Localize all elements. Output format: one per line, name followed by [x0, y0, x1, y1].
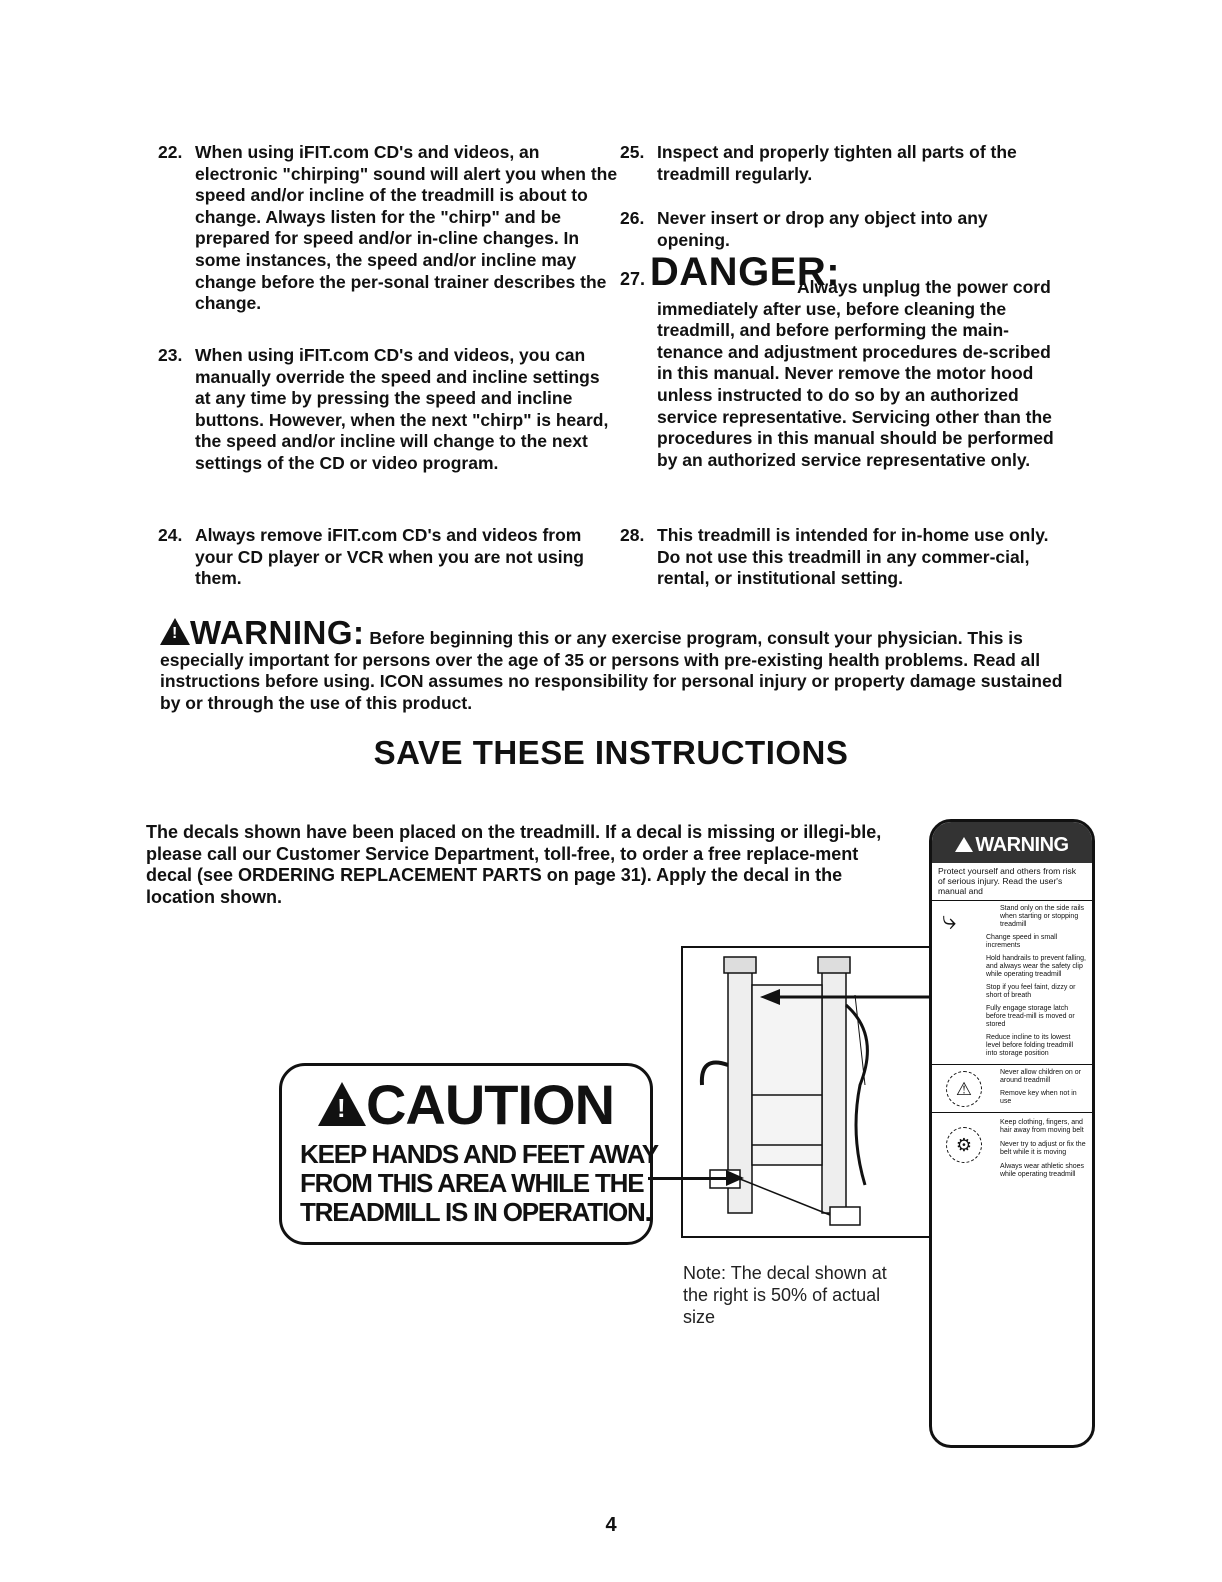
stand-on-rails-icon: ⤷ [942, 905, 957, 935]
warning-text: Before beginning this or any exercise program, consult your physician. This is especially important for persons over the age of 35 or persons with pre-existing health problems. Read all instructions before using. ICON assumes no responsibility for personal injury or property damage sustained by or through the use of this product. [160, 628, 1063, 713]
item-text: When using iFIT.com CD's and videos, an electronic "chirping" sound will alert you when the speed and/or incline of the treadmill is about to change. Always listen for the "chirp" and be prepared for speed and/or in-cline changes. In some instances, the speed and/or incline may change before the per-sonal trainer describes the change. [195, 142, 618, 314]
side-decal-bullet: Reduce incline to its lowest level before folding treadmill into storage position [986, 1034, 1074, 1057]
side-decal-header [932, 822, 1092, 863]
item-text: When using iFIT.com CD's and videos, you can manually override the speed and incline settings at any time by pressing the speed and incline buttons. However, when the next "chirp" is heard, the speed and/or incline will change to the next settings of the CD or video program. [195, 345, 609, 473]
caution-body [300, 1140, 658, 1227]
item-28 [620, 525, 1060, 590]
item-25 [620, 142, 1060, 185]
item-number: 27. [620, 269, 646, 289]
item-text: Inspect and properly tighten all parts of the treadmill regularly. [657, 142, 1017, 184]
treadmill-illustration [680, 945, 940, 1245]
decal-note: Note: The decal shown at the right is 50% of actual size [683, 1263, 887, 1327]
side-warning-decal [929, 819, 1095, 1448]
danger-label: DANGER: [649, 250, 841, 294]
item-23 [158, 345, 618, 475]
item-number: 23. [158, 345, 183, 365]
side-decal-bullet: Fully engage storage latch before tread-mill is moved or stored [986, 1005, 1075, 1028]
item-24 [158, 525, 618, 590]
warning-triangle-icon [160, 618, 190, 645]
item-text: Never insert or drop any object into any opening. [657, 208, 988, 250]
caution-header [282, 1072, 650, 1137]
side-decal-bullet: Hold handrails to prevent falling, and always wear the safety clip while operating treadmill [986, 955, 1087, 978]
side-decal-bullet: Never allow children on or around treadmill [1000, 1069, 1081, 1084]
item-26 [620, 208, 1060, 251]
caution-line: FROM THIS AREA WHILE THE [300, 1168, 644, 1198]
item-number: 28. [620, 525, 645, 545]
decal-paragraph: The decals shown have been placed on the treadmill. If a decal is missing or illegi-ble, please call our Customer Service Department, toll-free, to order a free replace-ment decal (see ORDERING REPLACEMENT PARTS on page 31). Apply the decal in the location shown. [146, 822, 882, 908]
side-decal-bullet: Never try to adjust or fix the belt while it is moving [1000, 1141, 1086, 1156]
item-number: 26. [620, 208, 645, 228]
item-text: This treadmill is intended for in-home use only. Do not use this treadmill in any commer-cial, rental, or institutional setting. [657, 525, 1049, 589]
item-text: Always remove iFIT.com CD's and videos from your CD player or VCR when you are not using them. [195, 525, 584, 589]
caution-line: KEEP HANDS AND FEET AWAY [300, 1139, 658, 1169]
item-22 [158, 142, 618, 315]
page-number: 4 [605, 1514, 617, 1536]
item-text: Always unplug the power cord immediately after use, before cleaning the treadmill, and before performing the main-tenance and adjustment procedures de-scribed in this manual. Never remove the motor hood unless instructed to do so by an authorized service representative. Servicing other than the procedures in this manual should be performed by an authorized service representative only. [657, 277, 1054, 470]
side-decal-bullet: Remove key when not in use [1000, 1090, 1077, 1105]
side-decal-bullet: Stop if you feel faint, dizzy or short of breath [986, 984, 1076, 999]
warning-label: WARNING: [190, 614, 365, 651]
item-number: 24. [158, 525, 183, 545]
item-number: 25. [620, 142, 645, 162]
caution-decal [279, 1063, 658, 1245]
save-instructions-heading: SAVE THESE INSTRUCTIONS [373, 734, 849, 771]
side-warning-triangle-icon [955, 837, 973, 852]
item-number: 22. [158, 142, 183, 162]
belt-hazard-icon: ⚙ [946, 1127, 982, 1163]
side-decal-bullet: Keep clothing, fingers, and hair away from moving belt [1000, 1119, 1084, 1134]
side-decal-bullet: Change speed in small increments [986, 934, 1058, 949]
side-decal-bullet: Always wear athletic shoes while operating treadmill [1000, 1163, 1085, 1178]
caution-line: TREADMILL IS IN OPERATION. [300, 1197, 651, 1227]
caution-arrow-line [648, 1177, 728, 1180]
caution-triangle-icon: ! [318, 1082, 366, 1126]
warning-block [160, 614, 1065, 714]
side-decal-bullet: Stand only on the side rails when starting or stopping treadmill [1000, 905, 1085, 928]
child-hazard-icon: ⚠ [946, 1071, 982, 1107]
item-27-danger [620, 250, 1070, 471]
side-decal-intro: Protect yourself and others from risk of serious injury. Read the user's manual and [932, 863, 1092, 901]
caution-arrow-head [726, 1170, 744, 1186]
side-decal-title: WARNING [975, 834, 1069, 856]
caution-title: CAUTION [365, 1073, 615, 1136]
